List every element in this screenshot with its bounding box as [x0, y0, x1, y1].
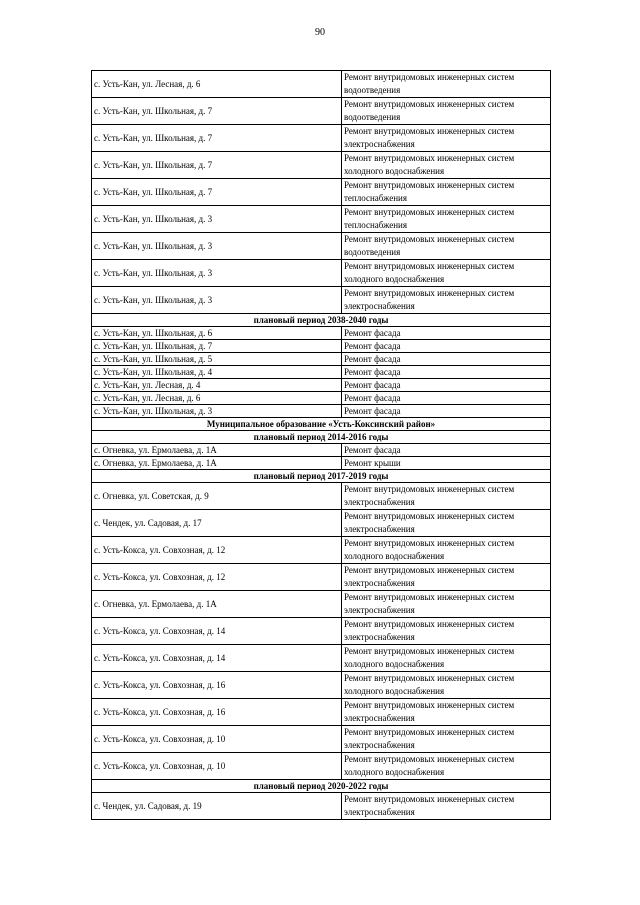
- work-type-cell: [342, 179, 551, 206]
- address-cell: с. Усть-Кан, ул. Школьная, д. 5: [92, 353, 342, 366]
- work-type-cell: [342, 444, 551, 457]
- work-type-text: Ремонт внутридомовых инженерных систем: [344, 794, 515, 804]
- section-header: плановый период 2017-2019 годы: [92, 470, 551, 483]
- section-header-row: [92, 780, 551, 793]
- table-row: [92, 379, 551, 392]
- work-type-text: Ремонт внутридомовых инженерных систем: [344, 619, 515, 629]
- work-type-text: электроснабжения: [344, 497, 415, 507]
- work-type-text: Ремонт внутридомовых инженерных систем: [344, 592, 515, 602]
- work-type-text: электроснабжения: [344, 524, 415, 534]
- table-row: [92, 260, 551, 287]
- address-cell: с. Усть-Кокса, ул. Совхозная, д. 16: [92, 699, 342, 726]
- address-cell: с. Усть-Кокса, ул. Совхозная, д. 12: [92, 564, 342, 591]
- work-type-text: Ремонт внутридомовых инженерных систем: [344, 153, 515, 163]
- address-cell: с. Усть-Кокса, ул. Совхозная, д. 14: [92, 618, 342, 645]
- work-type-cell: [342, 618, 551, 645]
- work-type-cell: [342, 793, 551, 820]
- table-row: [92, 457, 551, 470]
- work-type-text: Ремонт внутридомовых инженерных систем: [344, 646, 515, 656]
- address-cell: с. Усть-Кан, ул. Школьная, д. 3: [92, 405, 342, 418]
- work-type-text: Ремонт внутридомовых инженерных систем: [344, 234, 515, 244]
- address-cell: с. Усть-Кан, ул. Школьная, д. 7: [92, 179, 342, 206]
- work-type-cell: [342, 125, 551, 152]
- address-cell: с. Огневка, ул. Ермолаева, д. 1А: [92, 444, 342, 457]
- work-type-text: Ремонт внутридомовых инженерных систем: [344, 754, 515, 764]
- address-cell: с. Усть-Кан, ул. Школьная, д. 3: [92, 287, 342, 314]
- table-row: [92, 726, 551, 753]
- work-type-text: электроснабжения: [344, 301, 415, 311]
- work-type-cell: [342, 98, 551, 125]
- address-cell: с. Усть-Кокса, ул. Совхозная, д. 16: [92, 672, 342, 699]
- work-type-text: теплоснабжения: [344, 193, 407, 203]
- work-type-text: Ремонт внутридомовых инженерных систем: [344, 207, 515, 217]
- work-type-text: Ремонт фасада: [344, 341, 401, 351]
- address-cell: с. Усть-Кан, ул. Лесная, д. 6: [92, 392, 342, 405]
- table-row: [92, 71, 551, 98]
- work-type-text: холодного водоснабжения: [344, 659, 445, 669]
- table-row: [92, 672, 551, 699]
- table-row: [92, 340, 551, 353]
- table-row: [92, 564, 551, 591]
- table-row: [92, 699, 551, 726]
- address-cell: с. Усть-Кан, ул. Школьная, д. 7: [92, 340, 342, 353]
- table-row: [92, 179, 551, 206]
- work-type-cell: [342, 379, 551, 392]
- work-type-cell: [342, 699, 551, 726]
- work-type-cell: [342, 71, 551, 98]
- address-cell: с. Усть-Кан, ул. Школьная, д. 7: [92, 152, 342, 179]
- table-row: [92, 618, 551, 645]
- work-type-text: Ремонт фасада: [344, 328, 401, 338]
- work-type-cell: [342, 564, 551, 591]
- address-cell: с. Усть-Кокса, ул. Совхозная, д. 14: [92, 645, 342, 672]
- table-row: [92, 366, 551, 379]
- work-type-cell: [342, 672, 551, 699]
- work-type-text: Ремонт внутридомовых инженерных систем: [344, 538, 515, 548]
- work-type-cell: [342, 392, 551, 405]
- address-cell: с. Усть-Кокса, ул. Совхозная, д. 10: [92, 726, 342, 753]
- work-type-text: Ремонт внутридомовых инженерных систем: [344, 99, 515, 109]
- address-cell: с. Усть-Кокса, ул. Совхозная, д. 12: [92, 537, 342, 564]
- work-type-text: электроснабжения: [344, 713, 415, 723]
- work-type-cell: [342, 260, 551, 287]
- work-type-text: Ремонт внутридомовых инженерных систем: [344, 261, 515, 271]
- work-type-text: Ремонт фасада: [344, 393, 401, 403]
- work-type-text: Ремонт внутридомовых инженерных систем: [344, 72, 515, 82]
- table-row: [92, 591, 551, 618]
- work-type-cell: [342, 366, 551, 379]
- address-cell: с. Усть-Кокса, ул. Совхозная, д. 10: [92, 753, 342, 780]
- work-type-text: водоотведения: [344, 85, 401, 95]
- section-header: плановый период 2038-2040 годы: [92, 314, 551, 327]
- work-type-cell: [342, 510, 551, 537]
- table-row: [92, 206, 551, 233]
- work-type-text: электроснабжения: [344, 139, 415, 149]
- table-row: [92, 152, 551, 179]
- address-cell: с. Усть-Кан, ул. Школьная, д. 6: [92, 327, 342, 340]
- work-type-text: холодного водоснабжения: [344, 551, 445, 561]
- work-type-text: холодного водоснабжения: [344, 686, 445, 696]
- table-row: [92, 793, 551, 820]
- repair-schedule-table: [91, 70, 551, 820]
- address-cell: с. Усть-Кан, ул. Школьная, д. 7: [92, 98, 342, 125]
- address-cell: с. Чендек, ул. Садовая, д. 17: [92, 510, 342, 537]
- work-type-cell: [342, 483, 551, 510]
- work-type-cell: [342, 340, 551, 353]
- work-type-text: электроснабжения: [344, 632, 415, 642]
- work-type-text: Ремонт внутридомовых инженерных систем: [344, 288, 515, 298]
- work-type-text: Ремонт фасада: [344, 354, 401, 364]
- work-type-text: Ремонт крыши: [344, 458, 401, 468]
- work-type-text: Ремонт внутридомовых инженерных систем: [344, 673, 515, 683]
- section-header: плановый период 2020-2022 годы: [92, 780, 551, 793]
- table-row: [92, 444, 551, 457]
- work-type-text: Ремонт внутридомовых инженерных систем: [344, 511, 515, 521]
- work-type-cell: [342, 287, 551, 314]
- work-type-cell: [342, 152, 551, 179]
- work-type-cell: [342, 233, 551, 260]
- address-cell: с. Огневка, ул. Ермолаева, д. 1А: [92, 457, 342, 470]
- work-type-cell: [342, 353, 551, 366]
- work-type-cell: [342, 327, 551, 340]
- work-type-text: теплоснабжения: [344, 220, 407, 230]
- work-type-text: Ремонт внутридомовых инженерных систем: [344, 484, 515, 494]
- work-type-text: холодного водоснабжения: [344, 166, 445, 176]
- table-row: [92, 327, 551, 340]
- work-type-text: холодного водоснабжения: [344, 274, 445, 284]
- work-type-text: водоотведения: [344, 247, 401, 257]
- address-cell: с. Усть-Кан, ул. Лесная, д. 4: [92, 379, 342, 392]
- address-cell: с. Усть-Кан, ул. Школьная, д. 3: [92, 233, 342, 260]
- table-row: [92, 353, 551, 366]
- table-row: [92, 287, 551, 314]
- address-cell: с. Усть-Кан, ул. Школьная, д. 3: [92, 206, 342, 233]
- work-type-cell: [342, 537, 551, 564]
- table-row: [92, 645, 551, 672]
- address-cell: с. Огневка, ул. Ермолаева, д. 1А: [92, 591, 342, 618]
- section-header-row: [92, 431, 551, 444]
- table-row: [92, 233, 551, 260]
- work-type-text: электроснабжения: [344, 605, 415, 615]
- table-row: [92, 392, 551, 405]
- work-type-cell: [342, 405, 551, 418]
- work-type-text: электроснабжения: [344, 807, 415, 817]
- section-header-row: [92, 314, 551, 327]
- work-type-cell: [342, 726, 551, 753]
- address-cell: с. Огневка, ул. Советская, д. 9: [92, 483, 342, 510]
- work-type-text: Ремонт фасада: [344, 367, 401, 377]
- section-header: Муниципальное образование «Усть-Коксинский район»: [92, 418, 551, 431]
- table-row: [92, 753, 551, 780]
- section-header-row: [92, 470, 551, 483]
- address-cell: с. Усть-Кан, ул. Школьная, д. 7: [92, 125, 342, 152]
- address-cell: с. Усть-Кан, ул. Школьная, д. 4: [92, 366, 342, 379]
- work-type-text: Ремонт внутридомовых инженерных систем: [344, 700, 515, 710]
- table-row: [92, 125, 551, 152]
- work-type-text: электроснабжения: [344, 740, 415, 750]
- table-row: [92, 483, 551, 510]
- section-header: плановый период 2014-2016 годы: [92, 431, 551, 444]
- section-header-row: [92, 418, 551, 431]
- work-type-text: водоотведения: [344, 112, 401, 122]
- work-type-text: Ремонт фасада: [344, 380, 401, 390]
- work-type-text: холодного водоснабжения: [344, 767, 445, 777]
- table-row: [92, 405, 551, 418]
- table-row: [92, 98, 551, 125]
- work-type-text: Ремонт внутридомовых инженерных систем: [344, 727, 515, 737]
- table-row: [92, 510, 551, 537]
- work-type-text: Ремонт внутридомовых инженерных систем: [344, 126, 515, 136]
- address-cell: с. Чендек, ул. Садовая, д. 19: [92, 793, 342, 820]
- address-cell: с. Усть-Кан, ул. Лесная, д. 6: [92, 71, 342, 98]
- work-type-cell: [342, 645, 551, 672]
- work-type-text: Ремонт фасада: [344, 406, 401, 416]
- table-body: [92, 71, 551, 820]
- work-type-text: Ремонт фасада: [344, 445, 401, 455]
- work-type-text: Ремонт внутридомовых инженерных систем: [344, 565, 515, 575]
- work-type-cell: [342, 753, 551, 780]
- page-number: 90: [315, 27, 325, 38]
- address-cell: с. Усть-Кан, ул. Школьная, д. 3: [92, 260, 342, 287]
- work-type-text: электроснабжения: [344, 578, 415, 588]
- work-type-cell: [342, 591, 551, 618]
- work-type-cell: [342, 206, 551, 233]
- work-type-text: Ремонт внутридомовых инженерных систем: [344, 180, 515, 190]
- work-type-cell: [342, 457, 551, 470]
- table-row: [92, 537, 551, 564]
